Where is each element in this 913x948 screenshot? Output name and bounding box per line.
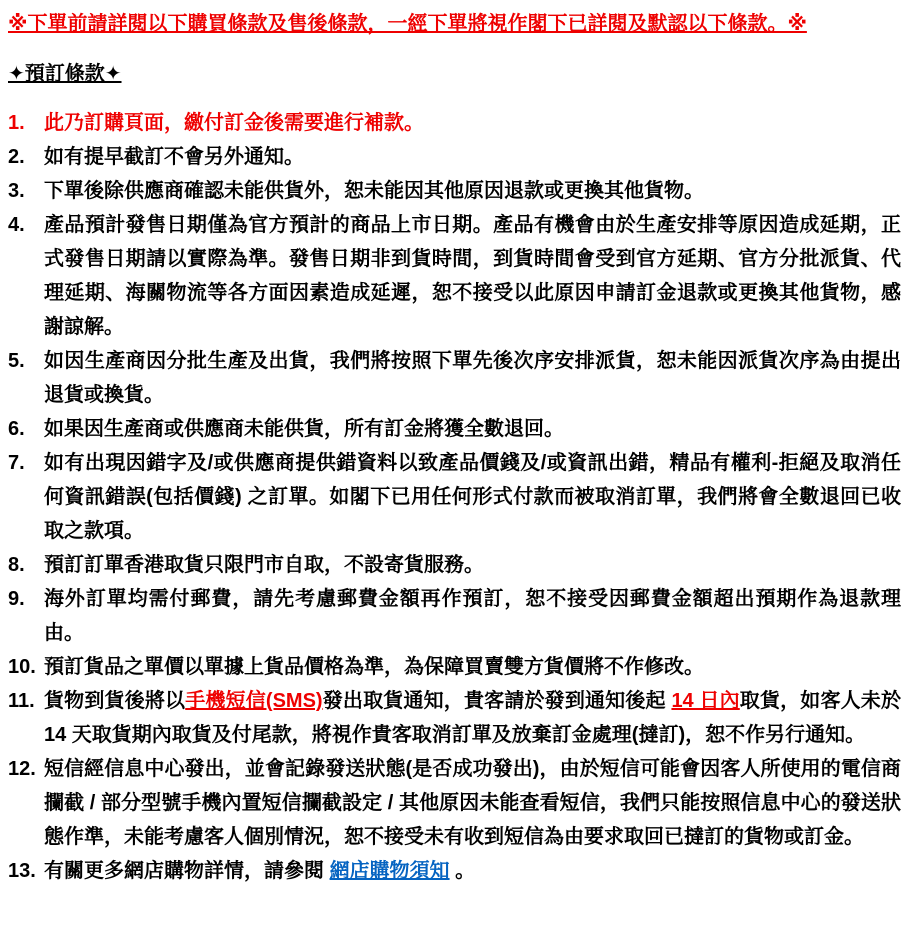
- term-text: [44, 854, 901, 888]
- term-text: 短信經信息中心發出，並會記錄發送狀態(是否成功發出)，由於短信可能會因客人所使用的電信商攔截 / 部分型號手機內置短信攔截設定 / 其他原因未能查看短信，我們只能按照信息中心的發送狀態作準，未能考慮客人個別情況，恕不接受未有收到短信為由要求取回已撻訂的貨物或訂金。: [44, 758, 901, 848]
- term-item: [8, 650, 901, 684]
- section-title-preorder-terms: ✦預訂條款✦: [8, 63, 122, 85]
- term-number: 11.: [8, 690, 35, 712]
- term-number: 10.: [8, 656, 36, 678]
- term-text-segment: 貨物到貨後將以: [44, 690, 186, 712]
- term-text: 海外訂單均需付郵費，請先考慮郵費金額再作預訂，恕不接受因郵費金額超出預期作為退款理由。: [44, 588, 901, 644]
- term-item: [8, 344, 901, 412]
- term-text: [44, 684, 901, 752]
- term-item: [8, 582, 901, 650]
- term-text: 如有提早截訂不會另外通知。: [44, 146, 304, 168]
- terms-list: [8, 106, 901, 888]
- term-item: [8, 854, 901, 888]
- term-item: [8, 684, 901, 752]
- term-text: 此乃訂購頁面，繳付訂金後需要進行補款。: [44, 112, 424, 134]
- term-text-segment: 取貨，如客人未於 14 天取貨期內取貨及付尾款，將視作貴客取消訂單及放棄訂金處理(撻訂)，恕不作另行通知。: [44, 690, 901, 746]
- term-item: [8, 208, 901, 344]
- term-number: 7.: [8, 452, 25, 474]
- term-item: [8, 174, 901, 208]
- term-text: 如果因生產商或供應商未能供貨，所有訂金將獲全數退回。: [44, 418, 564, 440]
- term-text-segment: 有關更多網店購物詳情，請參閱: [44, 860, 330, 882]
- term-text: 預訂貨品之單價以單據上貨品價格為準，為保障買賣雙方貨價將不作修改。: [44, 656, 704, 678]
- term-text: 預訂訂單香港取貨只限門市自取，不設寄貨服務。: [44, 554, 484, 576]
- term-number: 5.: [8, 350, 25, 372]
- sms-highlight: 手機短信(SMS): [185, 690, 323, 712]
- term-item: [8, 412, 901, 446]
- purchase-notice-header: ※下單前請詳閱以下購買條款及售後條款，一經下單將視作閣下已詳閱及默認以下條款。※: [8, 13, 807, 35]
- term-item: [8, 548, 901, 582]
- term-text-segment: 。: [449, 860, 476, 882]
- term-text: 如有出現因錯字及/或供應商提供錯資料以致產品價錢及/或資訊出錯，精品有權利-拒絕及取消任何資訊錯誤(包括價錢) 之訂單。如閣下已用任何形式付款而被取消訂單，我們將會全數退回已收取之款項。: [44, 452, 901, 542]
- term-text-segment: 發出取貨通知，貴客請於發到通知後起: [322, 690, 672, 712]
- term-item: [8, 446, 901, 548]
- term-number: 8.: [8, 554, 25, 576]
- store-shopping-guide-link[interactable]: 網店購物須知: [329, 860, 450, 882]
- term-text: 下單後除供應商確認未能供貨外，恕未能因其他原因退款或更換其他貨物。: [44, 180, 704, 202]
- term-number: 9.: [8, 588, 25, 610]
- term-number: 4.: [8, 214, 25, 236]
- term-text: 產品預計發售日期僅為官方預計的商品上市日期。產品有機會由於生產安排等原因造成延期，正式發售日期請以實際為準。發售日期非到貨時間，到貨時間會受到官方延期、官方分批派貨、代理延期、海關物流等各方面因素造成延遲，恕不接受以此原因申請訂金退款或更換其他貨物，感謝諒解。: [44, 214, 901, 338]
- term-item: [8, 140, 901, 174]
- term-item: [8, 752, 901, 854]
- term-item: [8, 106, 901, 140]
- term-number: 2.: [8, 146, 25, 168]
- term-number: 6.: [8, 418, 25, 440]
- term-number: 12.: [8, 758, 36, 780]
- term-number: 3.: [8, 180, 25, 202]
- term-number: 13.: [8, 860, 36, 882]
- term-number: 1.: [8, 112, 25, 134]
- term-text: 如因生產商因分批生產及出貨，我們將按照下單先後次序安排派貨，恕未能因派貨次序為由提出退貨或換貨。: [44, 350, 901, 406]
- pickup-deadline-highlight: 14 日內: [671, 690, 740, 712]
